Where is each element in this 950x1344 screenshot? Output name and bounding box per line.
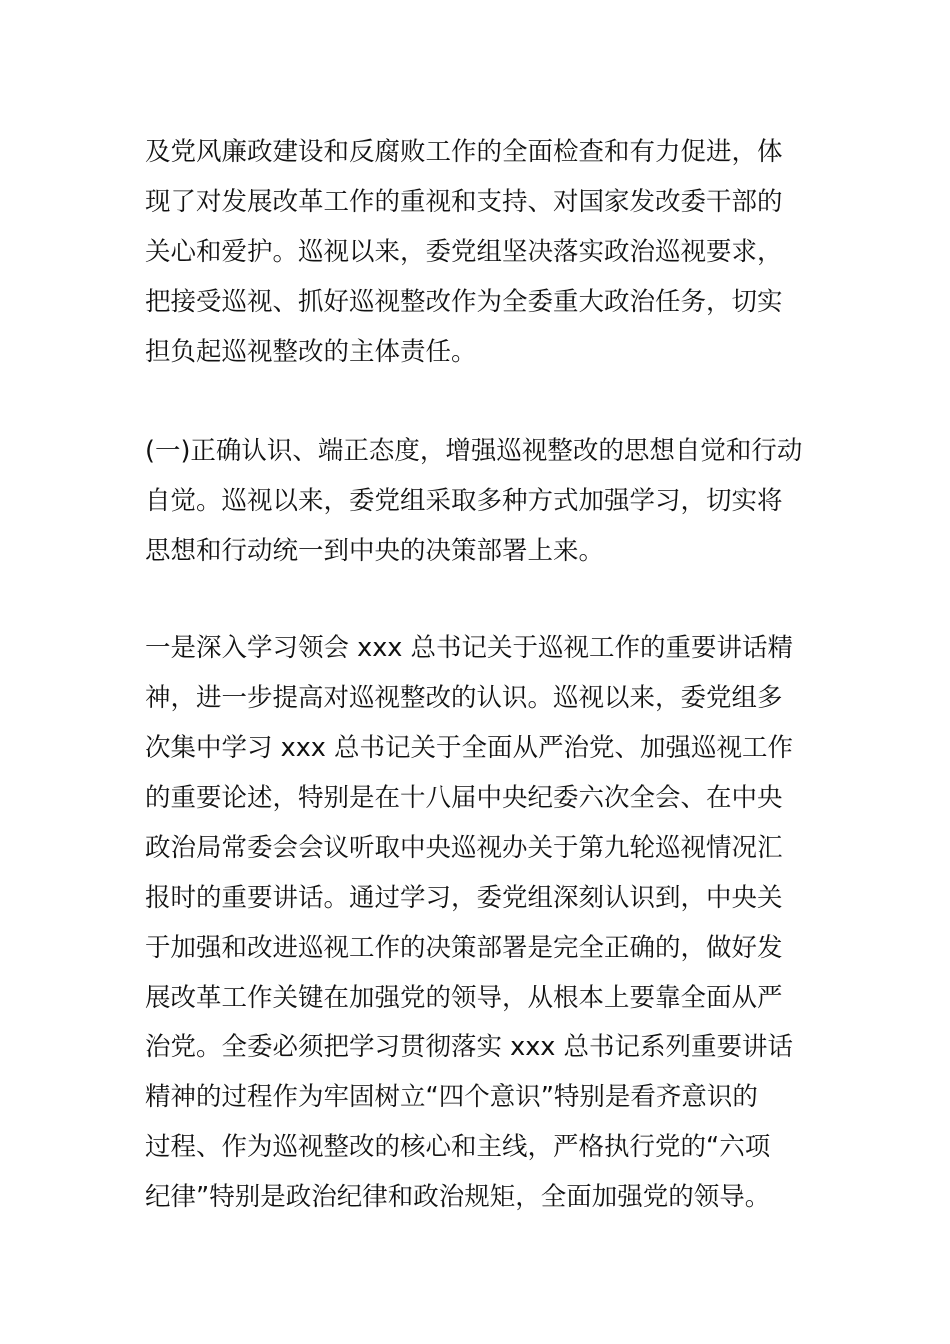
- paragraph-1-line-3: 关心和爱护。巡视以来，委党组坚决落实政治巡视要求，: [145, 237, 783, 267]
- paragraph-2-line-2: 自觉。巡视以来，委党组采取多种方式加强学习，切实将: [145, 486, 783, 516]
- paragraph-3-line-10: 精神的过程作为牢固树立“四个意识”特别是看齐意识的: [145, 1082, 758, 1112]
- paragraph-2-line-3: 思想和行动统一到中央的决策部署上来。: [145, 536, 605, 566]
- paragraph-1-line-1: 及党风廉政建设和反腐败工作的全面检查和有力促进，体: [145, 137, 783, 167]
- paragraph-2-line-1: (一)正确认识、端正态度，增强巡视整改的思想自觉和行动: [145, 436, 803, 466]
- paragraph-3-line-11: 过程、作为巡视整改的核心和主线，严格执行党的“六项: [145, 1132, 771, 1162]
- paragraph-1-line-5: 担负起巡视整改的主体责任。: [145, 337, 477, 367]
- paragraph-3-line-4: 的重要论述，特别是在十八届中央纪委六次全会、在中央: [145, 783, 783, 813]
- paragraph-3-line-3: 次集中学习 xxx 总书记关于全面从严治党、加强巡视工作: [145, 733, 793, 763]
- paragraph-3-line-9: 治党。全委必须把学习贯彻落实 xxx 总书记系列重要讲话: [145, 1032, 793, 1062]
- paragraph-3-line-1: 一是深入学习领会 xxx 总书记关于巡视工作的重要讲话精: [145, 633, 793, 663]
- paragraph-3-line-12: 纪律”特别是政治纪律和政治规矩，全面加强党的领导。: [145, 1182, 771, 1212]
- paragraph-3-line-6: 报时的重要讲话。通过学习，委党组深刻认识到，中央关: [145, 883, 783, 913]
- paragraph-3-line-2: 神，进一步提高对巡视整改的认识。巡视以来，委党组多: [145, 683, 783, 713]
- paragraph-3-line-5: 政治局常委会会议听取中央巡视办关于第九轮巡视情况汇: [145, 833, 783, 863]
- paragraph-1-line-4: 把接受巡视、抓好巡视整改作为全委重大政治任务，切实: [145, 287, 783, 317]
- paragraph-3-line-8: 展改革工作关键在加强党的领导，从根本上要靠全面从严: [145, 983, 783, 1013]
- paragraph-1-line-2: 现了对发展改革工作的重视和支持、对国家发改委干部的: [145, 187, 783, 217]
- paragraph-3-line-7: 于加强和改进巡视工作的决策部署是完全正确的，做好发: [145, 933, 783, 963]
